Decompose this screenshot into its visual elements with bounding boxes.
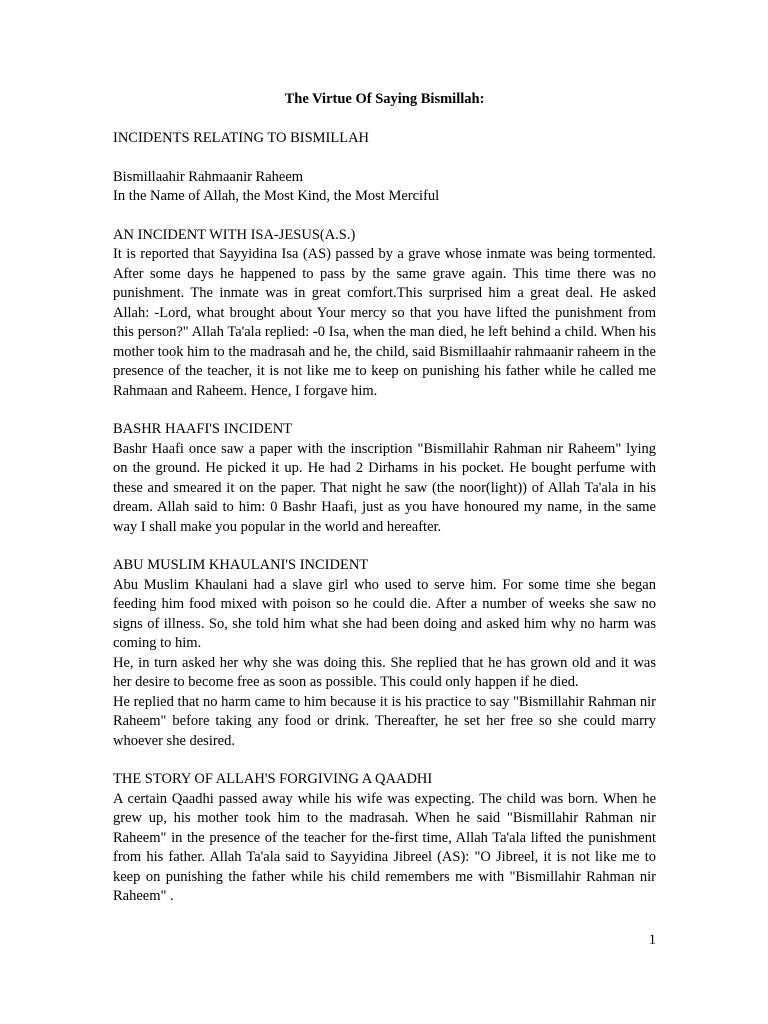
main-heading: INCIDENTS RELATING TO BISMILLAH <box>113 130 370 146</box>
section-bashr-haafi <box>113 420 656 537</box>
section-paragraph: A certain Qaadhi passed away while his wife was expecting. The child was born. When he grew up, his mother took him to the madrasah. When he said "Bismillahir Rahman nir Raheem" in the presence of the teacher for the-first time, Allah Ta'ala lifted the punishment from his father. Allah Ta'ala said to Sayyidina Jibreel (AS): "O Jibreel, it is not like me to keep on punishing the father while his child remembers me with "Bismillahir Rahman nir Raheem" . <box>113 790 656 904</box>
section-paragraph: He replied that no harm came to him because it is his practice to say "Bismillahir Rahman nir Raheem" before taking any food or drink. Thereafter, he set her free so she could marry whoever she desired. <box>113 693 656 749</box>
section-heading: AN INCIDENT WITH ISA-JESUS(A.S.) <box>113 226 356 243</box>
section-abu-muslim <box>113 556 656 751</box>
document-title: The Virtue Of Saying Bismillah: <box>284 91 485 107</box>
section-isa <box>113 226 656 402</box>
section-paragraph: Abu Muslim Khaulani had a slave girl who used to serve him. For some time she began feeding him food mixed with poison so he could die. After a number of weeks she saw no signs of illness. So, she told him what she had been doing and asked him why no harm was coming to him. <box>113 576 656 651</box>
section-qaadhi <box>113 770 656 907</box>
page-number: 1 <box>648 932 656 948</box>
section-heading: ABU MUSLIM KHAULANI'S INCIDENT <box>113 557 369 573</box>
section-paragraph: Bashr Haafi once saw a paper with the inscription "Bismillahir Rahman nir Raheem" lying on the ground. He picked it up. He had 2 Dirhams in his pocket. He bought perfume with these and smeared it on the paper. That night he saw (the noor(light)) of Allah Ta'ala in his dream. Allah said to him: 0 Bashr Haafi, just as you have honoured my name, in the same way I shall make you popular in the world and hereafter. <box>113 440 656 535</box>
document-page <box>113 90 656 926</box>
section-heading: THE STORY OF ALLAH'S FORGIVING A QAADHI <box>113 771 433 787</box>
section-paragraph: It is reported that Sayyidina Isa (AS) passed by a grave whose inmate was being tormented. After some days he happened to pass by the same grave again. This time there was no punishment. The inmate was in great comfort.This surprised him a great deal. He asked Allah: -Lord, what brought about Your mercy so that you have lifted the punishment from this person?" Allah Ta'ala replied: -0 Isa, when the man died, he left behind a child. When his mother took him to the madrasah and he, the child, said Bismillaahir rahmaanir raheem in the presence of the teacher, it is not like me to keep on punishing his father while he called me Rahmaan and Raheem. Hence, I forgave him. <box>113 246 656 399</box>
main-heading-block <box>113 129 656 149</box>
section-heading: BASHR HAAFI'S INCIDENT <box>113 421 293 437</box>
section-paragraph: He, in turn asked her why she was doing this. She replied that he has grown old and it was her desire to become free as soon as possible. This could only happen if he died. <box>113 654 656 690</box>
intro-line-arabic: Bismillaahir Rahmaanir Raheem <box>113 168 304 185</box>
intro-line-translation: In the Name of Allah, the Most Kind, the Most Merciful <box>113 188 440 204</box>
intro-block <box>113 168 656 207</box>
